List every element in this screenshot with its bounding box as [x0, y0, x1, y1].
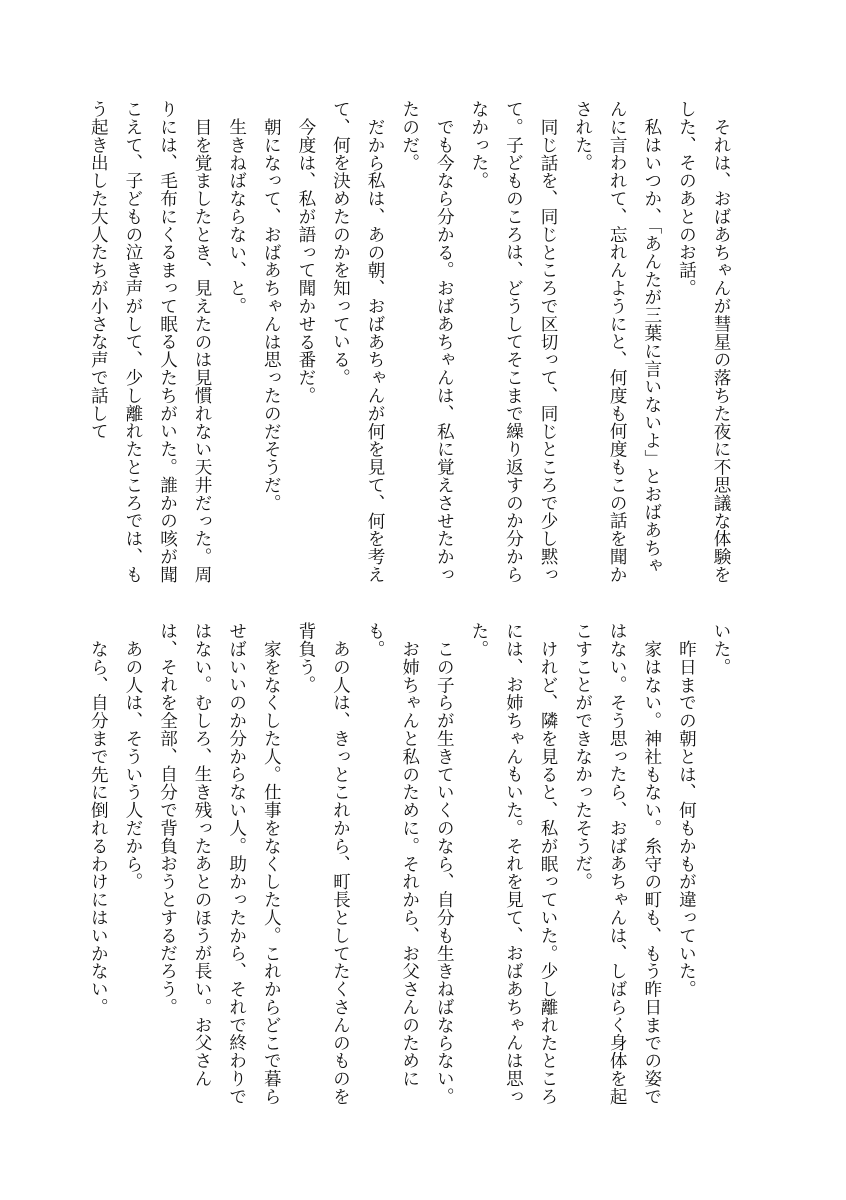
paragraph: けれど、隣を見ると、私が眠っていた。少し離れたところには、お姉ちゃんもいた。それを見て、おばあちゃんは思った。 — [468, 622, 559, 1106]
bottom-text-block — [88, 622, 738, 1122]
paragraph: 家はない。神社もない。糸守の町も、もう昨日までの姿ではない。そう思ったら、おばあちゃんは、しばらく身体を起こすことができなかったそうだ。 — [572, 622, 662, 1106]
paragraph: それは、おばあちゃんが彗星の落ちた夜に不思議な体験をした、そのあとのお話。 — [676, 100, 731, 583]
paragraph: でも今なら分かる。おばあちゃんは、私に覚えさせたかったのだ。 — [399, 100, 455, 583]
paragraph: 家をなくした人。仕事をなくした人。これからどこで暮らせばいいのか分からない人。助かったから、それで終わりではない。むしろ、生き残ったあとのほうが長い。お父さんは、それを全部、自分で背負おうとするだろう。 — [157, 622, 282, 1106]
paragraph: お姉ちゃんと私のために。それから、お父さんのためにも。 — [365, 622, 420, 1088]
paragraph: 昨日までの朝とは、何もかもが違っていた。 — [676, 639, 697, 998]
paragraph: この子らが生きていくのなら、自分も生きねばならない。 — [434, 639, 455, 1105]
paragraph: 生きねばならない、と。 — [226, 117, 247, 315]
paragraph: だから私は、あの朝、おばあちゃんが何を見て、何を考えて、何を決めたのかを知っている。 — [330, 100, 386, 583]
paragraph: あの人は、きっとこれから、町長としてたくさんのものを背負う。 — [295, 622, 351, 1105]
paragraph: 今度は、私が語って聞かせる番だ。 — [295, 117, 316, 404]
top-text-block — [88, 100, 738, 590]
paragraph: 同じ話を、同じところで区切って、同じところで少し黙って。子どものころは、どうしてそこまで繰り返すのか分からなかった。 — [468, 100, 559, 584]
paragraph-continuation: いた。 — [711, 622, 731, 676]
paragraph: なら、自分まで先に倒れるわけにはいかない。 — [88, 639, 109, 1016]
paragraph: あの人は、そういう人だから。 — [122, 639, 143, 891]
paragraph: 朝になって、おばあちゃんは思ったのだそうだ。 — [261, 117, 282, 512]
paragraph: 目を覚ましたとき、見えたのは見慣れない天井だった。周りには、毛布にくるまって眠る人たちがいた。誰かの咳が聞こえて、子どもの泣き声がして、少し離れたところでは、もう起き出した大人たちが小さな声で話して — [88, 100, 213, 584]
paragraph: 私はいつか、「あんたが三葉に言いないよ」とおばあちゃんに言われて、忘れんようにと、何度も何度もこの話を聞かされた。 — [572, 100, 662, 584]
